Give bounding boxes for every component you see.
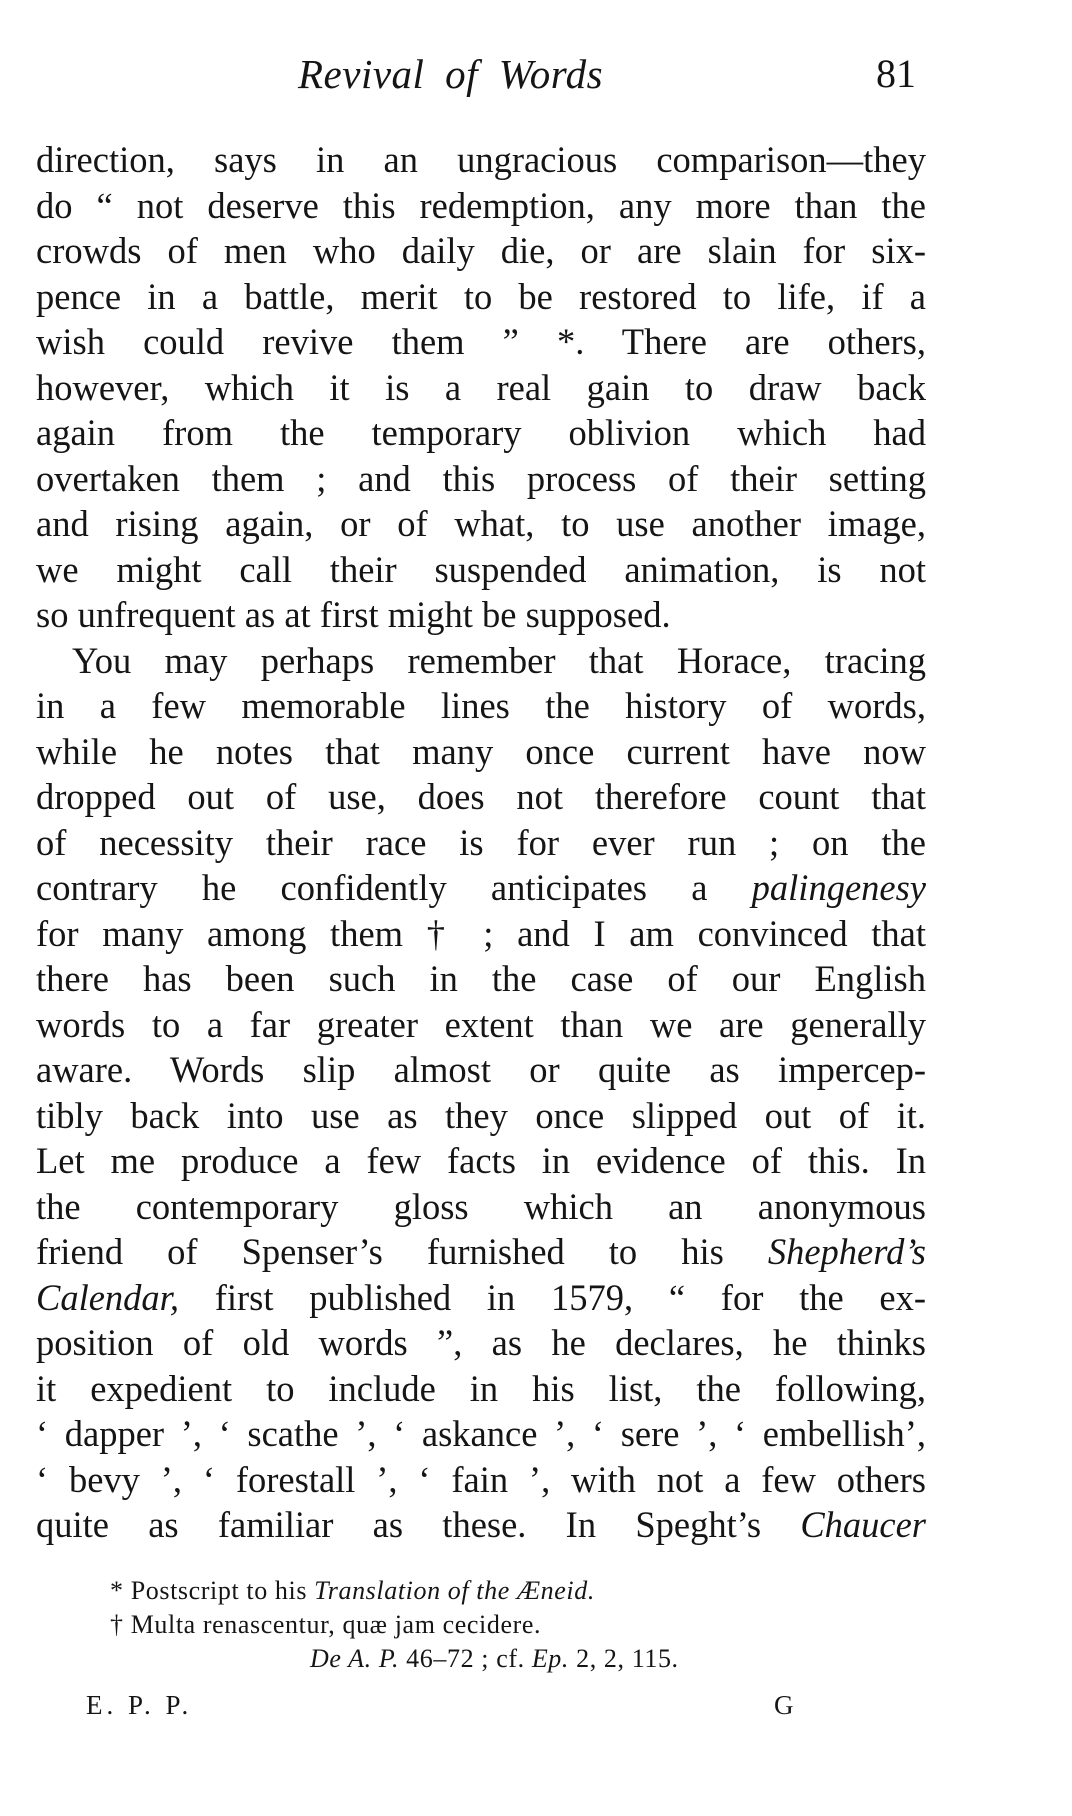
text-segment: quite as familiar as these. In Speght’s (36, 1504, 762, 1545)
text-line: overtaken them ; and this process of their setting (36, 457, 926, 499)
footnote-italic: De A. P. (310, 1644, 400, 1673)
footnote-text: * Postscript to his (110, 1576, 308, 1605)
italic-title: Shepherd’s (767, 1231, 926, 1272)
text-segment: friend of Spenser’s furnished to his (36, 1231, 724, 1272)
text-line: ‘ dapper ’, ‘ scathe ’, ‘ askance ’, ‘ sere ’, ‘ embellish’, (36, 1413, 926, 1454)
text-line (36, 1275, 926, 1321)
text-line: tibly back into use as they once slipped out of it. (36, 1094, 926, 1136)
text-line: position of old words ”, as he declares, he thinks (36, 1322, 926, 1363)
text-line: while he notes that many once current have now (36, 730, 926, 772)
text-line: Let me produce a few facts in evidence of this. In (36, 1140, 926, 1181)
text-line: for many among them † ; and I am convinced that (36, 912, 926, 954)
text-line: You may perhaps remember that Horace, tracing (72, 639, 926, 681)
footnote-text: 2, 2, 115. (576, 1644, 679, 1673)
text-line: and rising again, or of what, to use another image, (36, 503, 926, 544)
footnote-italic: Translation of the Æneid. (314, 1576, 595, 1605)
footnote-reference (110, 1642, 870, 1676)
text-line: so unfrequent as at first might be supposed. (36, 594, 671, 635)
footnotes (110, 1574, 870, 1676)
text-line: aware. Words slip almost or quite as impercep- (36, 1049, 926, 1090)
signature-mark: E. P. P. (86, 1690, 193, 1720)
text-line: we might call their suspended animation, is not (36, 548, 926, 590)
text-line (36, 1229, 926, 1275)
footnote-text: 46–72 ; cf. (406, 1644, 525, 1673)
italic-title: Chaucer (800, 1504, 927, 1545)
page-number: 81 (876, 51, 916, 96)
text-line: ‘ bevy ’, ‘ forestall ’, ‘ fain ’, with not a few others (36, 1458, 926, 1500)
text-line: crowds of men who daily die, or are slain for six- (36, 230, 926, 271)
footnote-2: † Multa renascentur, quæ jam cecidere. (110, 1610, 542, 1639)
text-line: in a few memorable lines the history of words, (36, 685, 926, 726)
footnote-italic: Ep. (531, 1644, 569, 1673)
signature-letter: G (774, 1690, 794, 1720)
text-line (36, 1502, 926, 1548)
italic-title: Calendar, (36, 1276, 179, 1318)
body-text (36, 137, 926, 1548)
text-segment: contrary he confidently anticipates a (36, 867, 708, 908)
text-line: again from the temporary oblivion which had (36, 412, 926, 453)
text-line (36, 865, 926, 911)
text-line: there has been such in the case of our English (36, 958, 926, 999)
text-line: pence in a battle, merit to be restored to life, if a (36, 275, 926, 317)
running-title: Revival of Words (298, 51, 604, 97)
text-line: do “ not deserve this redemption, any more than the (36, 184, 926, 226)
page-header (0, 50, 1072, 110)
text-line: dropped out of use, does not therefore count that (36, 776, 926, 817)
text-line: wish could revive them ” *. There are others, (36, 321, 926, 362)
text-line: words to a far greater extent than we are generally (36, 1003, 926, 1045)
italic-term: palingenesy (751, 867, 926, 908)
footnote-1 (110, 1574, 870, 1608)
text-line: however, which it is a real gain to draw back (36, 366, 926, 408)
text-line: the contemporary gloss which an anonymous (36, 1185, 926, 1227)
text-line: of necessity their race is for ever run ; on the (36, 821, 926, 863)
text-segment: first published in 1579, “ for the ex- (214, 1276, 926, 1318)
text-line: direction, says in an ungracious comparison—they (36, 139, 926, 180)
text-line: it expedient to include in his list, the following, (36, 1367, 926, 1409)
